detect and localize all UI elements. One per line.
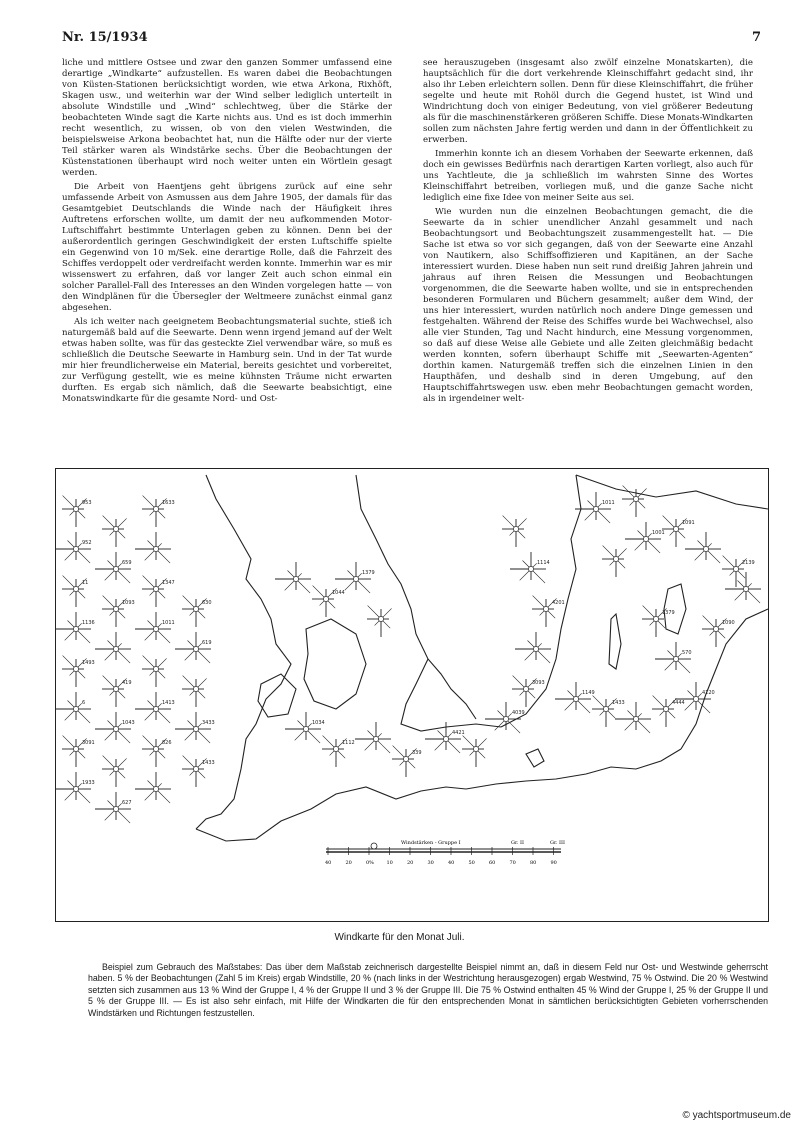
paragraph: Wie wurden nun die einzelnen Beobachtungen gemacht, die die Seewarte da in schier unendlicher Anzahl gesammelt und nach Beobachtungsort und Beobachtungszeit zusammengestellt hat. — Die Sache ist etwa so vor sich gegangen, daß von der Seewarte eine Anzahl von Nautikern, also Schiffsoffizieren und Kapitänen, an der Sache interessiert wurden. Diese haben nun seit rund dreißig Jahren jahrein und jahraus auf ihren Reisen die Messungen und Beobachtungen vorgenommen, die die Seewarte haben wollte, und sie in entsprechenden besonderen Formularen und Büchern gesammelt; außer dem Wind, der uns hier interessiert, wurden natürlich noch andere Dinge gemessen und festgehalten. Während der Reise des Schiffes wurde bei Wachwechsel, also alle vier Stunden, Tag und Nacht hindurch, eine Messung vorgenommen, so daß auf diese Weise alle Gebiete und alle Zeiten gleichmäßig bedacht werden konnten, sofern überhaupt Schiffe mit „Seewarten-Agenten“ dorthin kamen. Naturgemäß treffen sich die einzelnen Linien in den Haupthäfen, und deshalb sind in deren Umgebung, auf den Hauptschiffahrtswegen usw. eben mehr Beobachtungen gemacht worden, als in irgendeiner welt- xyxy=(423,207,753,404)
wind-rose xyxy=(602,546,627,577)
scale-tick-label: 0% xyxy=(366,860,374,866)
wind-rose xyxy=(56,532,91,563)
calm-circle xyxy=(73,586,78,591)
wind-rose xyxy=(502,516,527,547)
calm-circle xyxy=(193,766,198,771)
station-label: 419 xyxy=(122,680,132,686)
scale-tick-label: 30 xyxy=(427,860,434,866)
wind-ray xyxy=(306,729,320,743)
wind-ray xyxy=(596,509,610,523)
station-label: 619 xyxy=(202,640,212,646)
wind-rose xyxy=(462,736,487,767)
calm-circle xyxy=(303,726,308,731)
scale-ticks xyxy=(325,847,557,866)
scale-tick-label: 40 xyxy=(325,860,332,866)
calm-circle xyxy=(73,666,78,671)
calm-circle xyxy=(673,526,678,531)
station-label: 1011 xyxy=(162,620,175,626)
scale-tick-label: 40 xyxy=(448,860,455,866)
wind-rose xyxy=(622,486,647,517)
paragraph: liche und mittlere Ostsee und zwar den ganzen Sommer umfassend eine derartige „Windkarte“ aufzustellen. Es waren dabei die Beobachtungen von Küsten-Stationen berücksichtigt worden, wie etwa Arkona, Rixhöft, Skagen usw., und weiterhin war der Wind selber lediglich unterteilt in absolute Windstille und „Wind“ schlechtweg, über die Stärke der beobachteten Winde sagt die Karte nichts aus. Und es ist doch immerhin recht wesentlich, zu wissen, ob von den vielen Westwinden, die beispielsweise Arkona beobachtet hat, nun die Hälfte oder nur der vierte Teil stärker waren als Windstärke sechs. Über die Beobachtungen der Küstenstationen überhaupt wird noch weiter unten ein Wörtlein gesagt werden. xyxy=(62,58,392,178)
wind-ray xyxy=(356,579,370,593)
wind-rose xyxy=(675,682,711,713)
page-header xyxy=(62,30,761,50)
wind-ray xyxy=(156,709,170,723)
calm-circle xyxy=(713,626,718,631)
wind-ray xyxy=(636,719,650,733)
wind-rose xyxy=(285,712,321,743)
wind-ray xyxy=(706,549,720,563)
station-label: 659 xyxy=(122,560,132,566)
calm-circle xyxy=(113,806,118,811)
figure-caption: Windkarte für den Monat Juli. xyxy=(334,932,465,943)
scale-calm-circle xyxy=(371,843,377,849)
wind-ray xyxy=(196,729,210,743)
wind-ray xyxy=(116,809,130,823)
station-label: 1933 xyxy=(82,780,95,786)
station-label: 1044 xyxy=(332,590,345,596)
scale-tick-label: 70 xyxy=(509,860,516,866)
wind-rose xyxy=(515,632,551,663)
station-label: 6 xyxy=(82,700,86,706)
station-label: 1043 xyxy=(122,720,135,726)
calm-circle xyxy=(373,736,378,741)
scale-tick-label: 60 xyxy=(489,860,496,866)
bornholm xyxy=(526,749,544,767)
station-label: 1136 xyxy=(82,620,95,626)
wind-ray xyxy=(116,729,130,743)
left-text-column xyxy=(62,58,392,408)
wind-rose xyxy=(102,516,127,547)
calm-circle xyxy=(73,746,78,751)
wind-map xyxy=(56,469,768,921)
station-label: 1413 xyxy=(162,700,175,706)
wind-ray xyxy=(196,649,210,663)
wind-rose xyxy=(175,632,211,663)
station-label: 4039 xyxy=(512,710,525,716)
calm-circle xyxy=(693,696,698,701)
wind-ray xyxy=(76,789,90,803)
station-label: 1093 xyxy=(122,600,135,606)
calm-circle xyxy=(323,596,328,601)
wind-rose xyxy=(725,572,761,603)
wind-rose xyxy=(135,532,171,563)
calm-circle xyxy=(523,686,528,691)
wind-ray xyxy=(536,649,550,663)
funen xyxy=(258,674,296,717)
calm-circle xyxy=(673,656,678,661)
wind-ray xyxy=(446,739,460,753)
wind-roses xyxy=(56,486,761,823)
station-label: 11 xyxy=(82,580,89,586)
wind-ray xyxy=(576,699,590,713)
paragraph: Immerhin konnte ich an diesem Vorhaben der Seewarte erkennen, daß doch ein gewisses Bedürfnis nach derartigen Karten vorliegt, also auch für uns Yachtleute, die ja schließlich im wahrsten Sinne des Wortes Kleinschiffahrt betreiben, vorliegen muß, und die ganze Sache nicht lediglich eine fixe Idee von meiner Seite aus sei. xyxy=(423,149,753,203)
calm-circle xyxy=(403,756,408,761)
station-label: 953 xyxy=(82,500,92,506)
right-text-column xyxy=(423,58,753,408)
wind-rose xyxy=(510,552,546,583)
wind-rose xyxy=(625,522,661,553)
coastlines xyxy=(196,475,768,841)
wind-ray xyxy=(156,789,170,803)
wind-rose xyxy=(485,702,521,733)
calm-circle xyxy=(153,666,158,671)
calm-circle xyxy=(743,586,748,591)
wind-ray xyxy=(296,579,310,593)
station-label: 1011 xyxy=(602,500,615,506)
calm-circle xyxy=(293,576,298,581)
baltic-states-coast xyxy=(681,609,768,749)
station-label: 1379 xyxy=(662,610,675,616)
calm-circle xyxy=(73,546,78,551)
zealand xyxy=(304,619,366,709)
calm-circle xyxy=(663,706,668,711)
pomeranian-coast xyxy=(466,749,681,789)
station-label: 630 xyxy=(202,600,212,606)
wind-rose xyxy=(367,606,392,637)
calm-circle xyxy=(543,606,548,611)
station-label: 1090 xyxy=(722,620,735,626)
calm-circle xyxy=(113,726,118,731)
paragraph: Die Arbeit von Haentjens geht übrigens zurück auf eine sehr umfassende Arbeit von Asmussen aus dem Jahre 1905, der damals für das Gesamtgebiet Deutschlands die Winde nach der Häufigkeit ihres Auftretens erforschen wollte, um damit der neu aufkommenden Motor-Luftschiffahrt bestimmte Unterlagen geben zu können. Denn bei der außerordentlich geringen Geschwindigkeit der ersten Luftschiffe spielte ein Gegenwind von 10 m/Sek. eine derartige Rolle, daß die Fahrzeit des Schiffes verdoppelt oder verdreifacht werden konnte. Immerhin war es mir wissenswert zu erfahren, daß vor langer Zeit auch schon einmal ein solcher Parallel-Fall des Interesses an den Winden vorgelegen hatte — von den Windplänen für die Übersegler der Weltmeere zunächst einmal ganz abgesehen. xyxy=(62,182,392,313)
calm-circle xyxy=(613,556,618,561)
paragraph: Als ich weiter nach geeignetem Beobachtungsmaterial suchte, stieß ich naturgemäß bald auf die Seewarte. Denn wenn irgend jemand auf der Welt etwas haben sollte, was für das gesteckte Ziel verwendbar wäre, so muß es schließlich die Deutsche Seewarte in Hamburg sein. Und in der Tat wurde mir hier freundlicherweise ein Material, bereits gesichtet und vorbereitet, zur Verfügung gestellt, wie es meine kühnsten Träume nicht erwarten durften. Es ergab sich nämlich, daß die Seewarte beabsichtigt, eine Monatswindkarte für die gesamte Nord- und Ost- xyxy=(62,317,392,404)
wind-rose xyxy=(335,562,371,593)
calm-circle xyxy=(503,716,508,721)
wind-rose xyxy=(95,632,131,663)
station-labels xyxy=(82,500,755,806)
wind-ray xyxy=(116,569,130,583)
station-label: 627 xyxy=(122,800,132,806)
issue-number: Nr. 15/1934 xyxy=(62,30,148,45)
station-label: 952 xyxy=(82,540,92,546)
scale-explanation: Beispiel zum Gebrauch des Maßstabes: Das über dem Maßstab zeichnerisch dargestellte Beispiel nimmt an, daß in diesem Feld nur Ost- und Westwinde geherrscht haben. 5 % der Beobachtungen (Zahl 5 im Kreis) ergab Windstille, 20 % (nach links in der Westrichtung herausgezogen) ergab Westwind, 75 % Ostwind. Die 20 % Westwind setzten sich zusammen aus 13 % Wind der Gruppe I, 4 % der Gruppe II und 3 % der Gruppe III. Die 75 % Ostwind enthalten 45 % Wind der Gruppe I, 25 % der Gruppe II und 5 % der Gruppe III. — Es ist also sehr einfach, mit Hilfe der Windkarten die für den entsprechenden Monat in sämtlichen berücksichtigten Gebieten vorherrschenden Windstärken und Richtungen festzustellen. xyxy=(88,962,768,1018)
calm-circle xyxy=(113,566,118,571)
wind-scale xyxy=(325,840,565,866)
calm-circle xyxy=(113,686,118,691)
wind-ray xyxy=(376,739,390,753)
wind-rose xyxy=(142,656,167,687)
wind-rose xyxy=(355,722,391,753)
calm-circle xyxy=(353,576,358,581)
station-label: 1633 xyxy=(162,500,175,506)
scale-tick-label: 20 xyxy=(407,860,414,866)
station-label: 339 xyxy=(412,750,422,756)
calm-circle xyxy=(153,586,158,591)
calm-circle xyxy=(378,616,383,621)
wind-rose xyxy=(175,712,211,743)
scale-tick-label: 10 xyxy=(386,860,393,866)
wind-rose xyxy=(685,532,721,563)
german-coast xyxy=(196,787,466,841)
calm-circle xyxy=(113,526,118,531)
calm-circle xyxy=(153,706,158,711)
calm-circle xyxy=(593,506,598,511)
calm-circle xyxy=(733,566,738,571)
scale-tick-label: 20 xyxy=(345,860,352,866)
jutland-coast xyxy=(196,475,291,829)
wind-ray xyxy=(156,549,170,563)
sweden-west-coast xyxy=(356,475,476,719)
calm-circle xyxy=(528,566,533,571)
wind-map-figure xyxy=(55,468,769,922)
wind-rose xyxy=(135,692,171,723)
calm-circle xyxy=(333,746,338,751)
wind-rose xyxy=(95,792,131,823)
gotland xyxy=(664,584,686,634)
watermark: © yachtsportmuseum.de xyxy=(682,1110,791,1121)
station-label: 1433 xyxy=(612,700,625,706)
sweden-south-coast xyxy=(401,659,501,731)
station-label: 1347 xyxy=(162,580,175,586)
calm-circle xyxy=(193,646,198,651)
wind-ray xyxy=(116,649,130,663)
wind-rose xyxy=(102,756,127,787)
wind-rose xyxy=(95,712,131,743)
station-label: 4421 xyxy=(452,730,465,736)
wind-rose xyxy=(56,612,91,643)
calm-circle xyxy=(193,726,198,731)
scale-tick-label: 80 xyxy=(530,860,537,866)
station-label: 826 xyxy=(162,740,172,746)
calm-circle xyxy=(643,536,648,541)
calm-circle xyxy=(473,746,478,751)
scale-title: Windstärken - Gruppe I xyxy=(401,840,461,846)
station-label: 1091 xyxy=(682,520,695,526)
calm-circle xyxy=(113,606,118,611)
wind-rose xyxy=(56,772,91,803)
scale-group-2: Gr. II xyxy=(511,840,524,846)
calm-circle xyxy=(153,746,158,751)
wind-rose xyxy=(275,562,311,593)
station-label: 4201 xyxy=(552,600,565,606)
calm-circle xyxy=(153,626,158,631)
wind-rose xyxy=(555,682,591,713)
calm-circle xyxy=(703,546,708,551)
wind-rose xyxy=(95,552,131,583)
station-label: 3091 xyxy=(82,740,95,746)
calm-circle xyxy=(533,646,538,651)
wind-ray xyxy=(76,629,90,643)
calm-circle xyxy=(443,736,448,741)
station-label: 1001 xyxy=(652,530,665,536)
wind-rose xyxy=(615,702,651,733)
calm-circle xyxy=(73,786,78,791)
station-label: 4120 xyxy=(702,690,715,696)
calm-circle xyxy=(573,696,578,701)
calm-circle xyxy=(633,716,638,721)
station-label: 1379 xyxy=(362,570,375,576)
wind-ray xyxy=(676,659,690,673)
wind-ray xyxy=(76,709,90,723)
wind-rose xyxy=(425,722,461,753)
calm-circle xyxy=(153,546,158,551)
calm-circle xyxy=(193,606,198,611)
wind-rose xyxy=(135,612,171,643)
calm-circle xyxy=(193,686,198,691)
station-label: 2139 xyxy=(742,560,755,566)
wind-ray xyxy=(76,549,90,563)
station-label: 4444 xyxy=(672,700,685,706)
calm-circle xyxy=(113,646,118,651)
calm-circle xyxy=(653,616,658,621)
oeland xyxy=(609,614,621,669)
wind-ray xyxy=(531,569,545,583)
wind-ray xyxy=(646,539,660,553)
scale-group-3: Gr. III xyxy=(550,840,565,846)
station-label: 3093 xyxy=(532,680,545,686)
station-label: 3433 xyxy=(202,720,215,726)
wind-rose xyxy=(182,676,207,707)
wind-ray xyxy=(746,589,760,603)
station-label: 1114 xyxy=(537,560,550,566)
wind-ray xyxy=(156,629,170,643)
wind-rose xyxy=(135,772,171,803)
calm-circle xyxy=(633,496,638,501)
station-label: 1112 xyxy=(342,740,355,746)
calm-circle xyxy=(153,506,158,511)
wind-rose xyxy=(56,692,91,723)
page-number: 7 xyxy=(751,30,761,45)
calm-circle xyxy=(73,506,78,511)
wind-rose xyxy=(655,642,691,673)
station-label: 1433 xyxy=(202,760,215,766)
calm-circle xyxy=(153,786,158,791)
calm-circle xyxy=(113,766,118,771)
calm-circle xyxy=(73,706,78,711)
calm-circle xyxy=(73,626,78,631)
scale-tick-label: 50 xyxy=(468,860,475,866)
station-label: 1034 xyxy=(312,720,325,726)
calm-circle xyxy=(603,706,608,711)
station-label: 570 xyxy=(682,650,692,656)
scale-tick-label: 90 xyxy=(550,860,557,866)
paragraph: see herauszugeben (insgesamt also zwölf einzelne Monatskarten), die hauptsächlich für die dort verkehrende Kleinschiffahrt gedacht sind, ihr also ihr Leben erleichtern sollen. Denn für diese Kleinschiffahrt, die früher segelte und heute mit Rohöl durch die Gegend hustet, ist Wind und Windrichtung doch von einiger Bedeutung, von viel größerer Bedeutung als für die maschinenstärkeren größeren Schiffe. Diese Monats-Windkarten sollen zum nächsten Jahre fertig werden und dann in der Öffentlichkeit zu erwerben. xyxy=(423,58,753,145)
station-label: 1493 xyxy=(82,660,95,666)
station-label: 1149 xyxy=(582,690,595,696)
calm-circle xyxy=(513,526,518,531)
